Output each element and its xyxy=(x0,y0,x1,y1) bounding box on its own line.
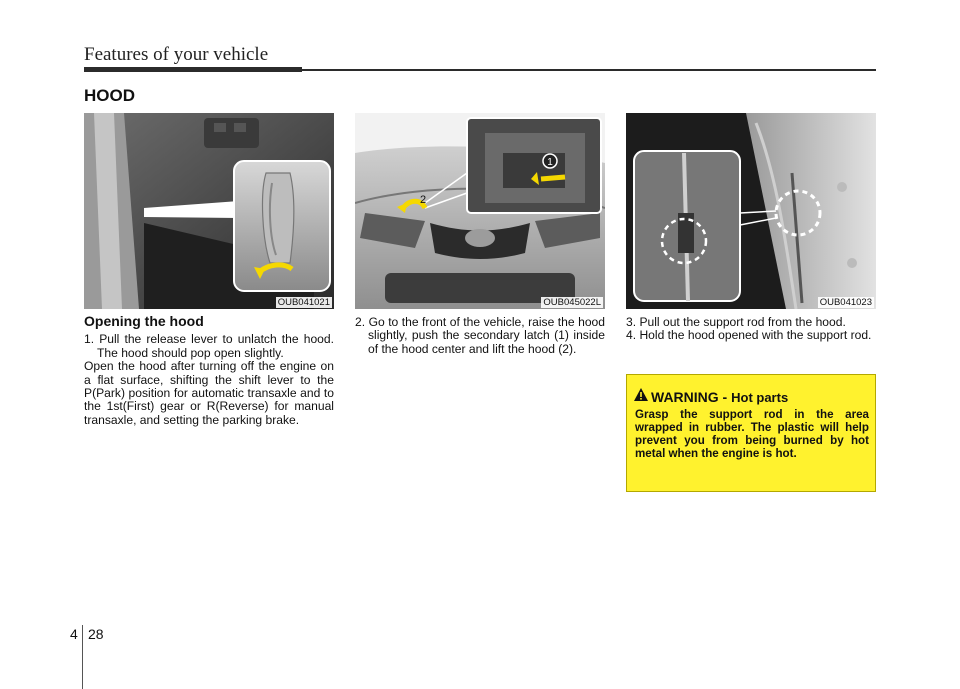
secondary-latch-illustration xyxy=(355,113,605,309)
running-header: Features of your vehicle xyxy=(84,44,269,65)
hood-release-lever-illustration xyxy=(84,113,334,309)
warning-subject: Hot parts xyxy=(731,390,789,405)
column-1 xyxy=(84,315,334,427)
figure-support-rod xyxy=(626,113,876,309)
warning-box xyxy=(626,374,876,492)
step-3: 3. Pull out the support rod from the hood. xyxy=(626,315,846,329)
warning-title xyxy=(651,389,788,405)
paragraph-precautions: Open the hood after turning off the engine on a flat surface, shifting the shift lever to the P(Park) position for automatic transaxle and to the 1st(First) gear or R(Reverse) for manual transaxle, and setting the parking brake. xyxy=(84,359,334,427)
header-rule-thin xyxy=(302,69,876,71)
column-2 xyxy=(355,316,605,356)
figure-code: OUB045022L xyxy=(543,297,601,308)
warning-triangle-icon xyxy=(633,387,649,402)
subheading-opening-the-hood: Opening the hood xyxy=(84,313,204,329)
step-1: 1. Pull the release lever to unlatch the hood. The hood should pop open slightly. xyxy=(84,332,334,360)
callout-2: 2 xyxy=(420,194,427,206)
warning-body: Grasp the support rod in the area wrapped in rubber. The plastic will help prevent you from being burned by hot metal when the engine is hot. xyxy=(635,408,869,460)
figure-code: OUB041021 xyxy=(277,297,330,308)
header-rule-thick xyxy=(84,67,302,72)
support-rod-illustration xyxy=(626,113,876,309)
page-number-divider xyxy=(82,625,83,689)
section-title: HOOD xyxy=(84,86,135,105)
step-4: 4. Hold the hood opened with the support rod. xyxy=(626,328,872,343)
figure-hood-release-lever xyxy=(84,113,334,309)
step-2: 2. Go to the front of the vehicle, raise the hood slightly, push the secondary latch (1) inside of the hood center and lift the hood (2). xyxy=(355,315,605,356)
figure-code: OUB041023 xyxy=(819,297,872,308)
column-3 xyxy=(626,316,876,343)
figure-secondary-latch xyxy=(355,113,605,309)
callout-1: 1 xyxy=(547,157,553,168)
page-number: 28 xyxy=(88,626,104,642)
chapter-number: 4 xyxy=(70,626,78,642)
warning-label: WARNING - xyxy=(651,389,728,405)
